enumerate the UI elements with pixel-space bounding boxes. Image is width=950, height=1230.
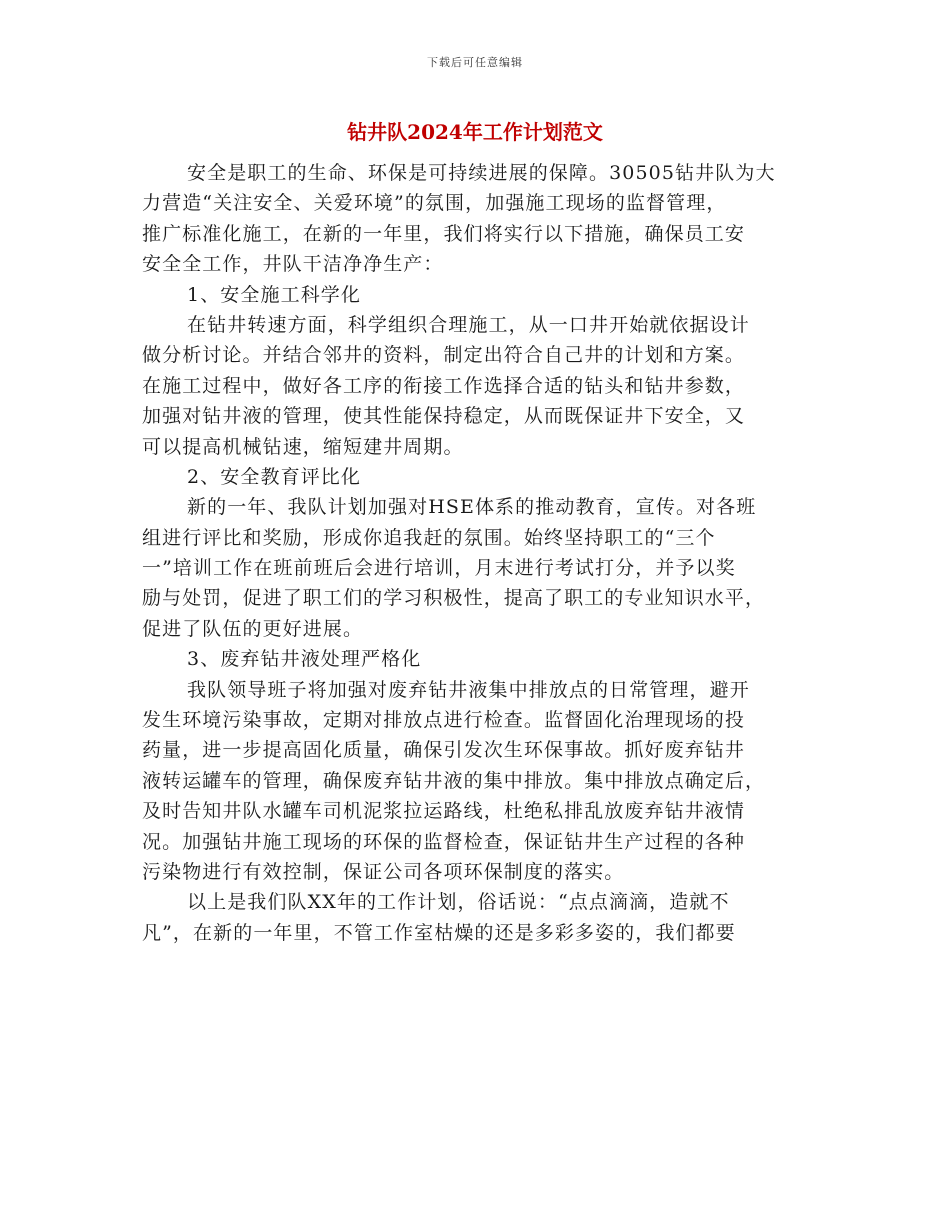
- body-line: 污染物进行有效控制，保证公司各项环保制度的落实。: [142, 860, 625, 883]
- body-line: 加强对钻井液的管理，使其性能保持稳定，从而既保证井下安全，又: [142, 405, 746, 428]
- body-line: 一”培训工作在班前班后会进行培训，月末进行考试打分，并予以奖: [142, 557, 736, 580]
- body-line: 2、安全教育评比化: [187, 465, 361, 488]
- body-line: 做分析讨论。并结合邻井的资料，制定出符合自己井的计划和方案。: [142, 344, 746, 367]
- body-line: 新的一年、我队计划加强对HSE体系的推动教育，宣传。对各班: [187, 496, 757, 519]
- body-line: 及时告知井队水罐车司机泥浆拉运路线，杜绝私排乱放废弃钻井液情: [142, 800, 746, 823]
- body-line: 凡”，在新的一年里，不管工作室枯燥的还是多彩多姿的，我们都要: [142, 921, 736, 944]
- body-line: 发生环境污染事故，定期对排放点进行检查。监督固化治理现场的投: [142, 709, 746, 732]
- body-line: 我队领导班子将加强对废弃钻井液集中排放点的日常管理，避开: [187, 678, 750, 701]
- body-line: 励与处罚，促进了职工们的学习积极性，提高了职工的专业知识水平，: [142, 587, 766, 610]
- body-line: 在施工过程中，做好各工序的衔接工作选择合适的钻头和钻井参数，: [142, 374, 746, 397]
- body-line: 液转运罐车的管理，确保废弃钻井液的集中排放。集中排放点确定后，: [142, 769, 766, 792]
- body-line: 在钻井转速方面，科学组织合理施工，从一口井开始就依据设计: [187, 313, 750, 336]
- document-title: 钻井队2024年工作计划范文: [347, 120, 603, 144]
- body-line: 药量，进一步提高固化质量，确保引发次生环保事故。抓好废弃钻井: [142, 739, 746, 762]
- body-line: 3、废弃钻井液处理严格化: [187, 648, 422, 671]
- body-line: 况。加强钻井施工现场的环保的监督检查，保证钻井生产过程的各种: [142, 830, 746, 853]
- body-line: 1、安全施工科学化: [187, 283, 361, 306]
- body-line: 可以提高机械钻速，缩短建井周期。: [142, 435, 464, 458]
- body-line: 促进了队伍的更好进展。: [142, 617, 364, 640]
- body-line: 推广标准化施工，在新的一年里，我们将实行以下措施，确保员工安: [142, 222, 746, 245]
- body-line: 力营造“关注安全、关爱环境”的氛围，加强施工现场的监督管理，: [142, 192, 727, 215]
- body-line: 以上是我们队XX年的工作计划，俗话说：“点点滴滴，造就不: [187, 891, 730, 914]
- header-note: 下载后可任意编辑: [427, 56, 523, 69]
- body-line: 安全是职工的生命、环保是可持续进展的保障。30505钻井队为大: [187, 162, 776, 184]
- document-body: [142, 158, 812, 948]
- body-line: 安全全工作，井队干洁净净生产：: [142, 253, 444, 276]
- body-line: 组进行评比和奖励，形成你追我赶的氛围。始终坚持职工的“三个: [142, 526, 716, 549]
